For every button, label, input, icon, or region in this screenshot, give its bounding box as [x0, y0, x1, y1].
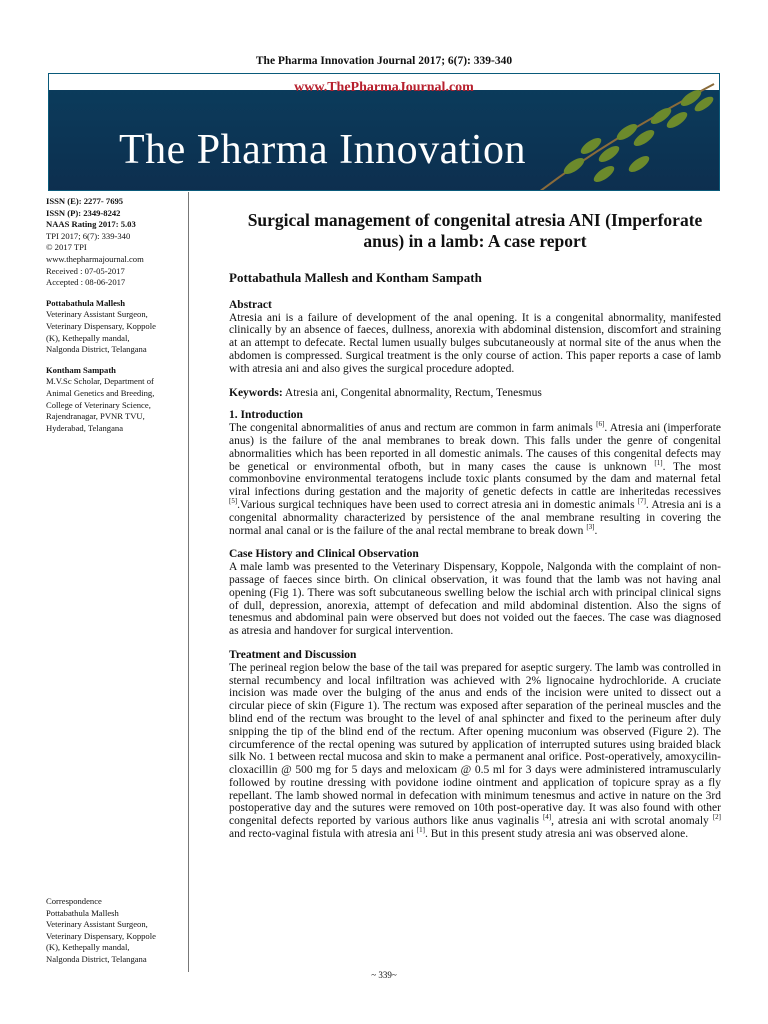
page-number: ~ 339~	[371, 970, 397, 980]
affil-line: Animal Genetics and Breeding,	[46, 387, 155, 398]
author1-name: Pottabathula Mallesh	[46, 297, 126, 308]
journal-banner	[48, 73, 720, 191]
author1-affiliation	[46, 298, 184, 356]
abstract-heading: Abstract	[229, 298, 272, 311]
volume-info: TPI 2017; 6(7): 339-340	[46, 230, 131, 241]
journal-running-head: The Pharma Innovation Journal 2017; 6(7): 339-340	[255, 55, 513, 67]
case-history-text: A male lamb was presented to the Veterinary Dispensary, Koppole, Nalgonda with the complaint of non-passage of faeces since birth. On clinical observation, it was found that the lamb was not having anal opening (Fig 1). There was soft subcutaneous swelling below the ischial arch with principal clinical signs of dull, depression, anorexia, attempt of defecation and mild abdominal distention. Also the signs of tenesmus and abdominal pain were observed but does not voided out the faeces. The case was diagnosed as atresia and handover for surgical intervention.	[229, 561, 721, 638]
text-run: The congenital abnormalities of anus and rectum are common in farm animals	[229, 422, 597, 435]
paper-authors: Pottabathula Mallesh and Kontham Sampath	[229, 270, 482, 285]
text-run: , atresia ani with scrotal anomaly	[551, 815, 713, 828]
correspondence-name: Pottabathula Mallesh	[46, 907, 119, 918]
author2-affiliation	[46, 365, 184, 435]
article-info-sidebar	[46, 196, 184, 443]
text-run: and recto-vaginal fistula with atresia ani	[229, 828, 417, 841]
affil-line: Hyderabad, Telangana	[46, 422, 124, 433]
accepted-date: Accepted : 08-06-2017	[46, 277, 126, 288]
citation-ref[interactable]: [4]	[542, 813, 552, 822]
issn-p: ISSN (P): 2349-8242	[46, 207, 121, 218]
journal-url[interactable]: www.ThePharmaJournal.com	[294, 80, 474, 95]
introduction-text	[229, 422, 721, 537]
issn-e: ISSN (E): 2277- 7695	[46, 196, 124, 206]
affil-line: (K), Kethepally mandal,	[46, 942, 130, 953]
copyright: © 2017 TPI	[46, 242, 87, 253]
affil-line: Rajendranagar, PVNR TVU,	[46, 411, 145, 422]
received-date: Received : 07-05-2017	[46, 265, 125, 276]
text-run: .	[594, 524, 598, 537]
affil-line: College of Veterinary Science,	[46, 399, 151, 410]
citation-ref[interactable]: [5]	[229, 497, 238, 506]
naas-rating: NAAS Rating 2017: 5.03	[46, 219, 136, 230]
article-metadata	[46, 196, 184, 289]
text-run: . Atresia ani (imperforate anus) is the failure of the anal membranes to break down. This falls under the genre of congenital abnormalities which has been reported in all domestic animals. The causes of this congenital defects may be genetical or environmental ofboth, but in many cases the cause is unknown	[229, 422, 721, 473]
author2-name: Kontham Sampath	[46, 364, 116, 375]
affil-line: Veterinary Assistant Surgeon,	[46, 309, 148, 320]
affil-line: M.V.Sc Scholar, Department of	[46, 376, 154, 387]
affil-line: Veterinary Dispensary, Koppole	[46, 930, 156, 941]
affil-line: Nalgonda District, Telangana	[46, 953, 147, 964]
column-divider	[188, 192, 189, 972]
abstract-text: Atresia ani is a failure of development of the anal opening. It is a congenital abnormality, manifested clinically by an absence of faeces, dullness, anorexia with abdominal distension, discomfort and straining at an attempt to defecate. Rectal lumen usually bulges subcutaneously at normal site of the anus when the abdomen is compressed. Surgical treatment is the only course of action. This paper reports a case of lamb with atresia ani and also gives the surgical procedure adopted.	[229, 311, 721, 375]
website-link[interactable]: www.thepharmajournal.com	[46, 253, 144, 264]
keywords-label: Keywords:	[229, 386, 283, 399]
text-run: . But in this present study atresia ani was observed alone.	[424, 828, 689, 841]
affil-line: Veterinary Assistant Surgeon,	[46, 919, 148, 930]
article-body	[229, 210, 721, 852]
keywords-text: Atresia ani, Congenital abnormality, Rectum, Tenesmus	[284, 386, 542, 399]
citation-ref[interactable]: [1]	[654, 458, 663, 467]
correspondence-block	[46, 896, 184, 966]
affil-line: Veterinary Dispensary, Koppole	[46, 320, 156, 331]
citation-ref[interactable]: [1]	[416, 826, 425, 835]
case-history-heading: Case History and Clinical Observation	[229, 548, 419, 561]
citation-ref[interactable]: [6]	[596, 420, 605, 429]
text-run: . The most commonbovine environmental teratogens include toxic plants consumed by the dam and maternal fetal viral infections during gestation and the majority of genetic defects in cattle are inheritedas recessives	[229, 460, 721, 499]
journal-title: The Pharma Innovation	[119, 127, 527, 173]
paper-title: Surgical management of congenital atresia ANI (Imperforate anus) in a lamb: A case report	[247, 210, 703, 251]
affil-line: (K), Kethepally mandal,	[46, 332, 130, 343]
keywords-line	[229, 387, 721, 400]
citation-ref[interactable]: [2]	[712, 813, 721, 822]
treatment-heading: Treatment and Discussion	[229, 648, 357, 661]
introduction-heading: 1. Introduction	[229, 409, 303, 422]
text-run: The perineal region below the base of the tail was prepared for aseptic surgery. The lamb was controlled in sternal recumbency and local infiltration was achieved with 2% lignocaine hydrochloride. A cruciate incision was made over the bulging of the anus and ends of the incision were united to dissect out a circular piece of skin (Figure 1). The rectum was exposed after separation of the perineal muscles and the blind end of the rectum was brought to the level of anal sphincter and fixed to the perineum after duly snipping the tip of the blind end of the rectum. After opening muconium was observed (Figure 2). The circumference of the rectal opening was sutured by application of interrupted sutures using braided black silk No. 1 between rectal mucosa and skin to make a permanent anal orifice. Post-operatively, amoxycilin-cloxacillin @ 500 mg for 5 days and meloxicam @ 0.5 ml for 3 days were administered intramuscularly followed by routine dressing with povidone iodine ointment and application of topicure spray as a fly repellant. The lamb showed normal in defecation with minimum tenesmus and active in nature on the 3rd postoperative day and the sutures were removed on 10th post-operative day. It was also found with other congenital defects reported by various authors like anus vaginalis	[229, 661, 721, 828]
citation-ref[interactable]: [3]	[586, 522, 595, 531]
text-run: . Atresia ani is a congenital abnormality characterized by persistence of the anal membrane resulting in covering the normal anal canal or is the failure of the anal rectal membrane to break down	[229, 498, 721, 537]
citation-ref[interactable]: [7]	[637, 497, 646, 506]
correspondence-label: Correspondence	[46, 896, 102, 906]
leaf-illustration-icon	[479, 74, 719, 191]
affil-line: Nalgonda District, Telangana	[46, 344, 147, 355]
text-run: .Various surgical techniques have been used to correct atresia ani in domestic animals	[237, 498, 638, 511]
treatment-text	[229, 662, 721, 841]
